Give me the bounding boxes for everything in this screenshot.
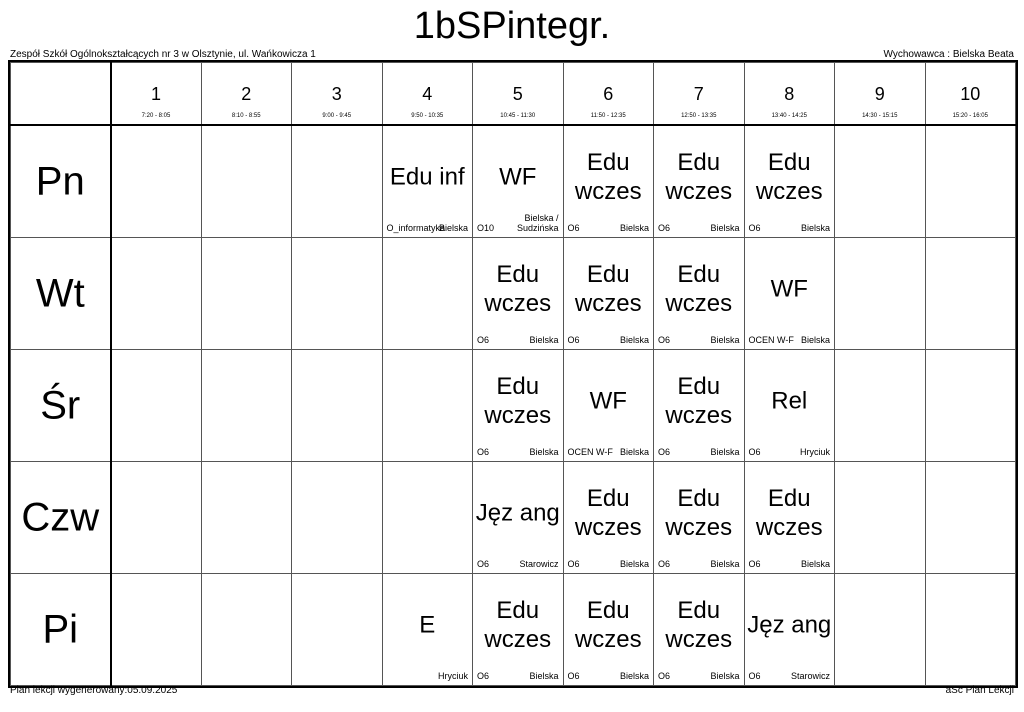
lesson-teacher: Bielska <box>529 335 559 345</box>
period-header <box>563 63 654 126</box>
lesson-room: O6 <box>567 223 580 233</box>
empty-cell <box>292 238 383 350</box>
empty-cell <box>292 462 383 574</box>
period-time: 15:20 - 16:05 <box>952 113 988 119</box>
period-number: 3 <box>331 84 342 104</box>
empty-cell <box>382 350 473 462</box>
period-time: 9:50 - 10:35 <box>411 113 444 119</box>
lesson-room: O6 <box>658 223 671 233</box>
empty-cell <box>292 574 383 686</box>
empty-cell <box>201 238 292 350</box>
lesson-teacher: Bielska <box>529 671 559 681</box>
lesson-room: O6 <box>748 559 761 569</box>
lesson-room: O_informatyka <box>386 223 446 233</box>
lesson-room: O10 <box>477 223 495 233</box>
period-time: 12:50 - 13:35 <box>681 113 717 119</box>
lesson-cell <box>473 350 564 462</box>
software-credit: aSc Plan Lekcji <box>945 685 1014 696</box>
page-title: 1bSPintegr. <box>413 5 611 47</box>
period-header <box>111 63 202 126</box>
empty-cell <box>925 462 1016 574</box>
period-header <box>473 63 564 126</box>
period-number: 1 <box>150 84 161 104</box>
lesson-cell <box>744 350 835 462</box>
empty-cell <box>382 238 473 350</box>
lesson-teacher: Starowicz <box>790 671 830 681</box>
lesson-subject: Edu wczes <box>574 261 642 318</box>
lesson-room: O6 <box>748 223 761 233</box>
lesson-teacher: Bielska <box>619 671 649 681</box>
period-number: 9 <box>874 84 885 104</box>
period-number: 10 <box>960 84 981 104</box>
empty-cell <box>111 350 202 462</box>
period-number: 4 <box>422 84 433 104</box>
lesson-cell <box>563 238 654 350</box>
empty-cell <box>201 350 292 462</box>
lesson-cell <box>744 125 835 238</box>
empty-cell <box>201 462 292 574</box>
lesson-cell <box>382 574 473 686</box>
lesson-teacher: Bielska <box>800 335 830 345</box>
period-time: 11:50 - 12:35 <box>590 113 626 119</box>
lesson-teacher: Bielska <box>710 447 740 457</box>
lesson-subject: Edu wczes <box>755 485 823 542</box>
lesson-teacher: Starowicz <box>519 559 559 569</box>
period-time: 13:40 - 14:25 <box>771 113 807 119</box>
lesson-teacher: Bielska <box>619 447 649 457</box>
lesson-cell <box>744 238 835 350</box>
lesson-cell <box>473 574 564 686</box>
empty-cell <box>111 462 202 574</box>
period-number: 8 <box>784 84 795 104</box>
lesson-cell <box>744 462 835 574</box>
period-header <box>744 63 835 126</box>
lesson-teacher: Bielska <box>710 335 740 345</box>
lesson-subject: Edu inf <box>389 163 465 191</box>
lesson-teacher: Bielska <box>619 335 649 345</box>
lesson-subject: Edu wczes <box>574 485 642 542</box>
lesson-cell <box>654 574 745 686</box>
generated-date: Plan lekcji wygenerowany:05.09.2025 <box>10 685 178 696</box>
lesson-teacher: Hryciuk <box>799 447 830 457</box>
lesson-room: O6 <box>748 447 761 457</box>
lesson-subject: Edu wczes <box>665 149 733 206</box>
lesson-subject: Edu wczes <box>665 485 733 542</box>
lesson-subject: Rel <box>771 387 808 415</box>
lesson-cell <box>473 238 564 350</box>
empty-cell <box>835 125 926 238</box>
lesson-cell <box>563 462 654 574</box>
corner-cell <box>11 63 111 126</box>
day-label <box>11 125 111 238</box>
class-teacher: Wychowawca : Bielska Beata <box>883 49 1014 60</box>
period-number: 7 <box>693 84 704 104</box>
day-name: Śr <box>40 383 81 427</box>
lesson-room: O6 <box>658 335 671 345</box>
empty-cell <box>292 125 383 238</box>
lesson-subject: Edu wczes <box>665 261 733 318</box>
lesson-room: O6 <box>477 335 490 345</box>
lesson-subject: Edu wczes <box>484 261 552 318</box>
day-label <box>11 350 111 462</box>
lesson-cell <box>654 125 745 238</box>
day-name: Czw <box>21 495 100 539</box>
empty-cell <box>835 350 926 462</box>
lesson-teacher: Bielska <box>529 447 559 457</box>
lesson-room: O6 <box>477 447 490 457</box>
lesson-room: O6 <box>477 671 490 681</box>
period-time: 7:20 - 8:05 <box>141 113 171 119</box>
empty-cell <box>201 574 292 686</box>
period-time: 10:45 - 11:30 <box>500 113 536 119</box>
empty-cell <box>925 125 1016 238</box>
lesson-teacher: Bielska <box>710 223 740 233</box>
timetable <box>10 62 1016 686</box>
lesson-teacher: Bielska / Sudzińska <box>516 213 559 233</box>
period-time: 14:30 - 15:15 <box>862 113 898 119</box>
lesson-room: OCEN W-F <box>748 335 794 345</box>
lesson-subject: Edu wczes <box>484 373 552 430</box>
day-label <box>11 462 111 574</box>
lesson-cell <box>654 462 745 574</box>
lesson-room: OCEN W-F <box>567 447 613 457</box>
empty-cell <box>111 125 202 238</box>
empty-cell <box>111 238 202 350</box>
lesson-subject: Edu wczes <box>755 149 823 206</box>
lesson-cell <box>654 238 745 350</box>
lesson-cell <box>473 462 564 574</box>
lesson-cell <box>382 125 473 238</box>
period-header <box>654 63 745 126</box>
empty-cell <box>382 462 473 574</box>
empty-cell <box>201 125 292 238</box>
lesson-teacher: Bielska <box>619 223 649 233</box>
lesson-subject: WF <box>589 387 627 415</box>
period-header <box>292 63 383 126</box>
empty-cell <box>835 574 926 686</box>
lesson-cell <box>654 350 745 462</box>
day-label <box>11 574 111 686</box>
lesson-teacher: Hryciuk <box>437 671 468 681</box>
lesson-room: O6 <box>658 671 671 681</box>
lesson-teacher: Bielska <box>710 671 740 681</box>
lesson-subject: WF <box>499 163 537 191</box>
lesson-subject: Edu wczes <box>574 597 642 654</box>
lesson-room: O6 <box>567 671 580 681</box>
lesson-subject: Jęz ang <box>475 499 560 527</box>
day-name: Pi <box>42 607 79 651</box>
lesson-subject: Edu wczes <box>665 373 733 430</box>
lesson-room: O6 <box>658 559 671 569</box>
lesson-cell <box>744 574 835 686</box>
empty-cell <box>835 462 926 574</box>
school-name: Zespół Szkół Ogólnokształcących nr 3 w Olsztynie, ul. Wańkowicza 1 <box>10 49 316 60</box>
lesson-room: O6 <box>658 447 671 457</box>
period-header <box>201 63 292 126</box>
lesson-room: O6 <box>567 335 580 345</box>
lesson-teacher: Bielska <box>438 223 468 233</box>
period-number: 5 <box>512 84 523 104</box>
period-header <box>382 63 473 126</box>
lesson-subject: Edu wczes <box>574 149 642 206</box>
lesson-teacher: Bielska <box>619 559 649 569</box>
period-time: 9:00 - 9:45 <box>322 113 352 119</box>
lesson-room: O6 <box>477 559 490 569</box>
period-number: 6 <box>603 84 614 104</box>
day-name: Pn <box>35 159 85 203</box>
empty-cell <box>925 238 1016 350</box>
lesson-room: O6 <box>748 671 761 681</box>
empty-cell <box>925 574 1016 686</box>
lesson-cell <box>563 574 654 686</box>
period-header <box>835 63 926 126</box>
lesson-teacher: Bielska <box>800 559 830 569</box>
period-time: 8:10 - 8:55 <box>231 113 261 119</box>
lesson-cell <box>563 350 654 462</box>
empty-cell <box>835 238 926 350</box>
day-name: Wt <box>35 271 85 315</box>
empty-cell <box>292 350 383 462</box>
lesson-teacher: Bielska <box>800 223 830 233</box>
lesson-subject: Edu wczes <box>484 597 552 654</box>
lesson-subject: E <box>419 611 436 639</box>
lesson-room: O6 <box>567 559 580 569</box>
lesson-subject: Edu wczes <box>665 597 733 654</box>
period-header <box>925 63 1016 126</box>
lesson-cell <box>473 125 564 238</box>
lesson-subject: WF <box>770 275 808 303</box>
empty-cell <box>925 350 1016 462</box>
day-label <box>11 238 111 350</box>
lesson-cell <box>563 125 654 238</box>
empty-cell <box>111 574 202 686</box>
lesson-teacher: Bielska <box>710 559 740 569</box>
period-number: 2 <box>241 84 252 104</box>
lesson-subject: Jęz ang <box>747 611 832 639</box>
